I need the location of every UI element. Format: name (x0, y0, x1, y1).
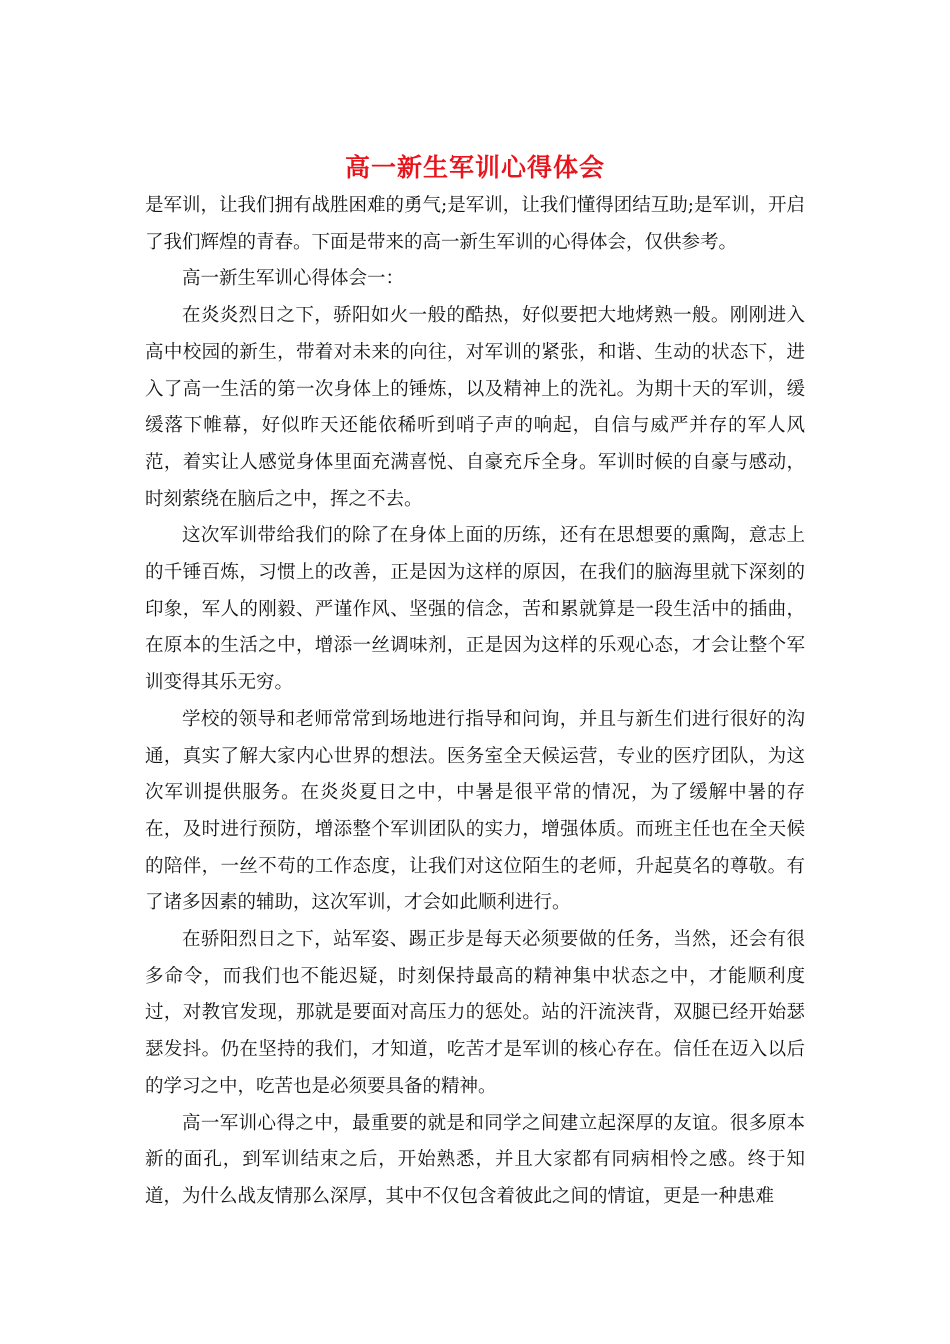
body-paragraph: 学校的领导和老师常常到场地进行指导和问询，并且与新生们进行很好的沟通，真实了解大家内心世界的想法。医务室全天候运营，专业的医疗团队，为这次军训提供服务。在炎炎夏日之中，中暑是很平常的情况，为了缓解中暑的存在，及时进行预防，增添整个军训团队的实力，增强体质。而班主任也在全天候的陪伴，一丝不苟的工作态度，让我们对这位陌生的老师，升起莫名的尊敬。有了诸多因素的辅助，这次军训，才会如此顺利进行。 (145, 708, 805, 914)
document-title: 高一新生军训心得体会 (344, 153, 605, 182)
section-heading: 高一新生军训心得体会一： (182, 268, 405, 290)
body-paragraph: 在骄阳烈日之下，站军姿、踢正步是每天必须要做的任务，当然，还会有很多命令，而我们也不能迟疑，时刻保持最高的精神集中状态之中，才能顺利度过，对教官发现，那就是要面对高压力的惩处。站的汗流浃背，双腿已经开始瑟瑟发抖。仍在坚持的我们，才知道，吃苦才是军训的核心存在。信任在迈入以后的学习之中，吃苦也是必须要具备的精神。 (145, 929, 805, 1097)
intro-paragraph: 是军训，让我们拥有战胜困难的勇气;是军训，让我们懂得团结互助;是军训，开启了我们辉煌的青春。下面是带来的高一新生军训的心得体会，仅供参考。 (145, 195, 805, 253)
body-paragraph: 这次军训带给我们的除了在身体上面的历练，还有在思想要的熏陶，意志上的千锤百炼，习惯上的改善，正是因为这样的原因，在我们的脑海里就下深刻的印象，军人的刚毅、严谨作风、坚强的信念，苦和累就算是一段生活中的插曲，在原本的生活之中，增添一丝调味剂，正是因为这样的乐观心态，才会让整个军训变得其乐无穷。 (145, 525, 805, 694)
body-paragraph: 高一军训心得之中，最重要的就是和同学之间建立起深厚的友谊。很多原本新的面孔，到军训结束之后，开始熟悉，并且大家都有同病相怜之感。终于知道，为什么战友情那么深厚，其中不仅包含着彼此之间的情谊，更是一种患难 (145, 1112, 805, 1207)
document-page (145, 148, 805, 1216)
body-paragraph: 在炎炎烈日之下，骄阳如火一般的酷热，好似要把大地烤熟一般。刚刚进入高中校园的新生，带着对未来的向往，对军训的紧张，和谐、生动的状态下，进入了高一生活的第一次身体上的锤炼，以及精神上的洗礼。为期十天的军训，缓缓落下帷幕，好似昨天还能依稀听到哨子声的响起，自信与威严并存的军人风范，着实让人感觉身体里面充满喜悦、自豪充斥全身。军训时候的自豪与感动，时刻萦绕在脑后之中，挥之不去。 (145, 305, 805, 510)
